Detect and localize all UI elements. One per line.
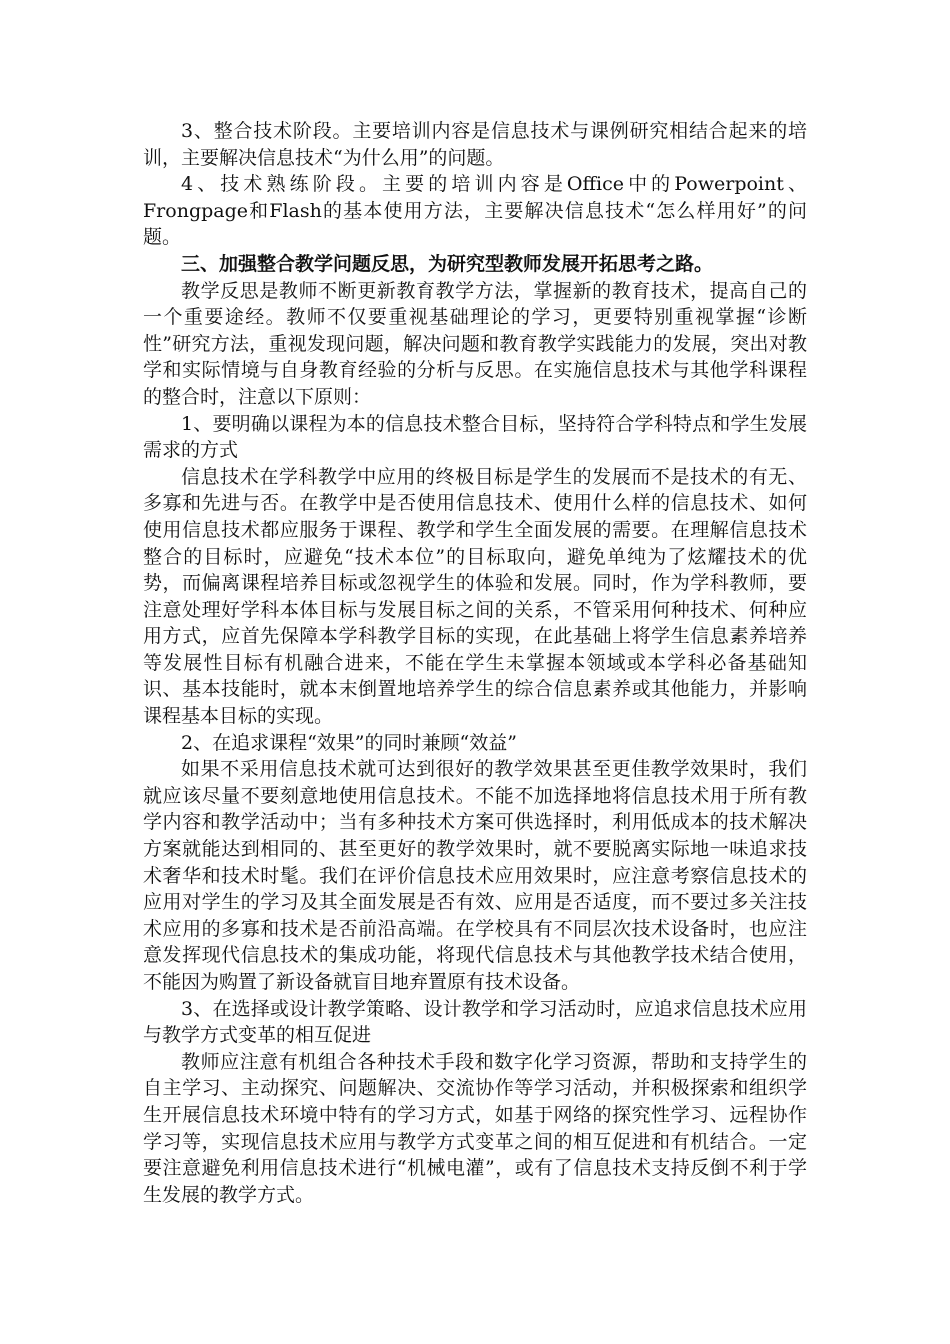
principle-2-body: 如果不采用信息技术就可达到很好的教学效果甚至更佳教学效果时，我们就应该尽量不要刻意地使用信息技术。不能不加选择地将信息技术用于所有教学内容和教学活动中；当有多种技术方案可供选择时，利用低成本的技术解决方案就能达到相同的、甚至更好的教学效果时，就不要脱离实际地一味追求技术奢华和技术时髦。我们在评价信息技术应用效果时，应注意考察信息技术的应用对学生的学习及其全面发展是否有效、应用是否适度，而不要过多关注技术应用的多寡和技术是否前沿高端。在学校具有不同层次技术设备时，也应注意发挥现代信息技术的集成功能，将现代信息技术与其他教学技术结合使用，不能因为购置了新设备就盲目地弃置原有技术设备。 bbox=[143, 758, 807, 993]
paragraph-stage-3: 3、整合技术阶段。主要培训内容是信息技术与课例研究相结合起来的培训，主要解决信息技术“为什么用”的问题。 bbox=[143, 120, 807, 169]
principle-1-title: 1、要明确以课程为本的信息技术整合目标，坚持符合学科特点和学生发展需求的方式 bbox=[143, 412, 807, 462]
paragraph-stage-4: 4、技术熟练阶段。主要的培训内容是Office中的Powerpoint、Frongpage和Flash的基本使用方法，主要解决信息技术“怎么样用好”的问题。 bbox=[143, 173, 807, 249]
principle-1-body: 信息技术在学科教学中应用的终极目标是学生的发展而不是技术的有无、多寡和先进与否。在教学中是否使用信息技术、使用什么样的信息技术、如何使用信息技术都应服务于课程、教学和学生全面发展的需要。在理解信息技术整合的目标时，应避免“技术本位”的目标取向，避免单纯为了炫耀技术的优势，而偏离课程培养目标或忽视学生的体验和发展。同时，作为学科教师，要注意处理好学科本体目标与发展目标之间的关系，不管采用何种技术、何种应用方式，应首先保障本学科教学目标的实现，在此基础上将学生信息素养培养等发展性目标有机融合进来，不能在学生未掌握本领域或本学科必备基础知识、基本技能时，就本末倒置地培养学生的综合信息素养或其他能力，并影响课程基本目标的实现。 bbox=[143, 465, 807, 728]
paragraph-reflection-intro: 教学反思是教师不断更新教育教学方法，掌握新的教育技术，提高自己的一个重要途经。教师不仅要重视基础理论的学习，更要特别重视掌握“诊断性”研究方法，重视发现问题，解决问题和教育教学实践能力的发展，突出对教学和实际情境与自身教育经验的分析与反思。在实施信息技术与其他学科课程的整合时，注意以下原则： bbox=[143, 279, 807, 408]
principle-3-body: 教师应注意有机组合各种技术手段和数字化学习资源，帮助和支持学生的自主学习、主动探究、问题解决、交流协作等学习活动，并积极探索和组织学生开展信息技术环境中特有的学习方式，如基于网络的探究性学习、远程协作学习等，实现信息技术应用与教学方式变革之间的相互促进和有机结合。一定要注意避免利用信息技术进行“机械电灌”，或有了信息技术支持反倒不利于学生发展的教学方式。 bbox=[143, 1050, 807, 1206]
principle-3-title: 3、在选择或设计教学策略、设计教学和学习活动时，应追求信息技术应用与教学方式变革的相互促进 bbox=[143, 997, 807, 1047]
principle-2-title: 2、在追求课程“效果”的同时兼顾“效益” bbox=[181, 731, 517, 754]
section-heading-3: 三、加强整合教学问题反思，为研究型教师发展开拓思考之路。 bbox=[181, 252, 714, 275]
document-page bbox=[143, 118, 807, 1208]
